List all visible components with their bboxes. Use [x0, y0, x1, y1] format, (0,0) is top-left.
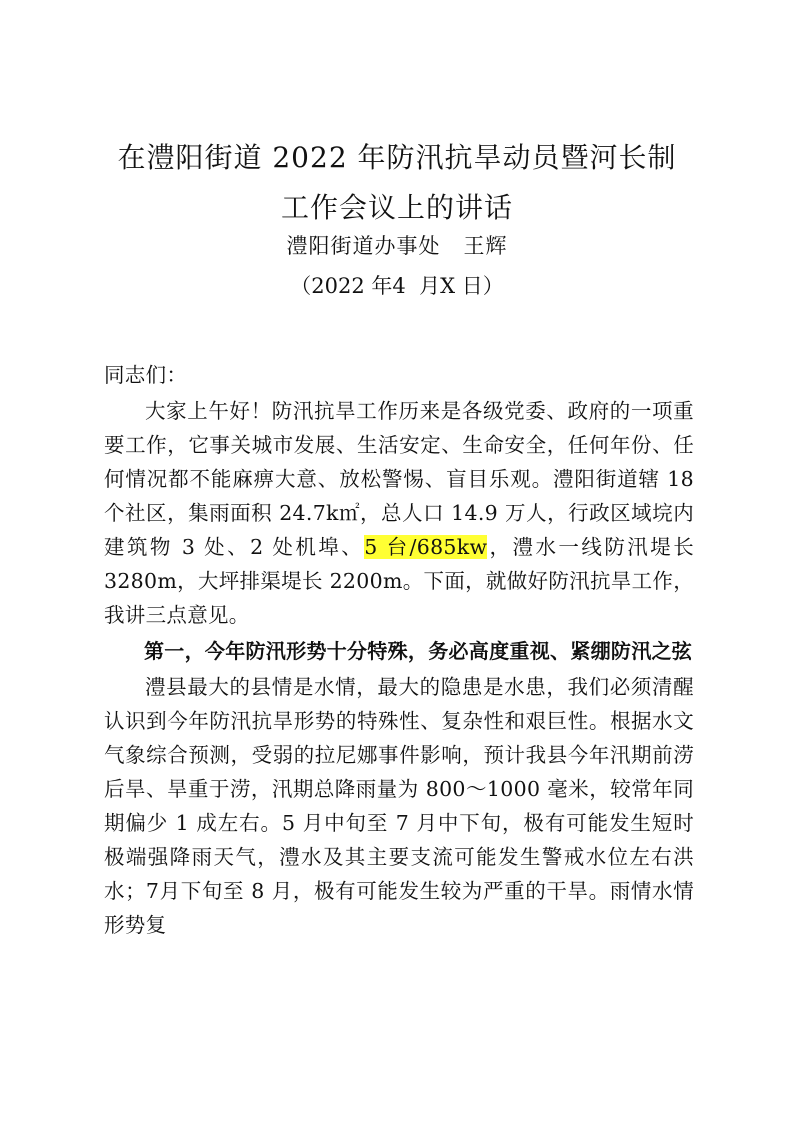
- document-title-line2: 工作会议上的讲话: [280, 191, 513, 224]
- section-heading-1: 第一，今年防汛形势十分特殊，务必高度重视、紧绷防汛之弦: [144, 639, 693, 663]
- paragraph-intro-text: 大家上午好！防汛抗旱工作历来是各级党委、政府的一项重要工作，它事关城市发展、生活安定、生命安全，任何年份、任何情况都不能麻痹大意、放松警惕、盲目乐观。澧阳街道辖 18个社区，集雨面积 24.7k㎡，总人口 14.9 万人，行政区域垸内建筑物 3 处、2 处机埠、: [104, 399, 694, 559]
- salutation: 同志们：: [104, 363, 188, 387]
- paragraph-intro-text-cont: ，澧水一线防汛堤长 3280m，大坪排渠堤长 2200m。下面，就做好防汛抗旱工作，我讲三点意见。: [104, 535, 695, 627]
- author-line: 澧阳街道办事处 王辉: [286, 234, 508, 258]
- date-line: （2022 年4 月X 日）: [290, 274, 504, 298]
- paragraph-intro: [104, 394, 694, 632]
- document-title-line1: 在澧阳街道 2022 年防汛抗旱动员暨河长制: [117, 141, 677, 174]
- paragraph-section-1: 澧县最大的县情是水情，最大的隐患是水患，我们必须清醒认识到今年防汛抗旱形势的特殊性、复杂性和艰巨性。根据水文气象综合预测，受弱的拉尼娜事件影响，预计我县今年汛期前涝后旱、旱重于涝，汛期总降雨量为 800～1000 毫米，较常年同期偏少 1 成左右。5 月中旬至 7 月中下旬，极有可能发生短时极端强降雨天气，澧水及其主要支流可能发生警戒水位左右洪水；7月下旬至 8 月，极有可能发生较为严重的干旱。雨情水情形势复: [104, 675, 694, 937]
- highlighted-text: 5 台/685kw: [364, 535, 488, 559]
- document-body: [104, 358, 694, 942]
